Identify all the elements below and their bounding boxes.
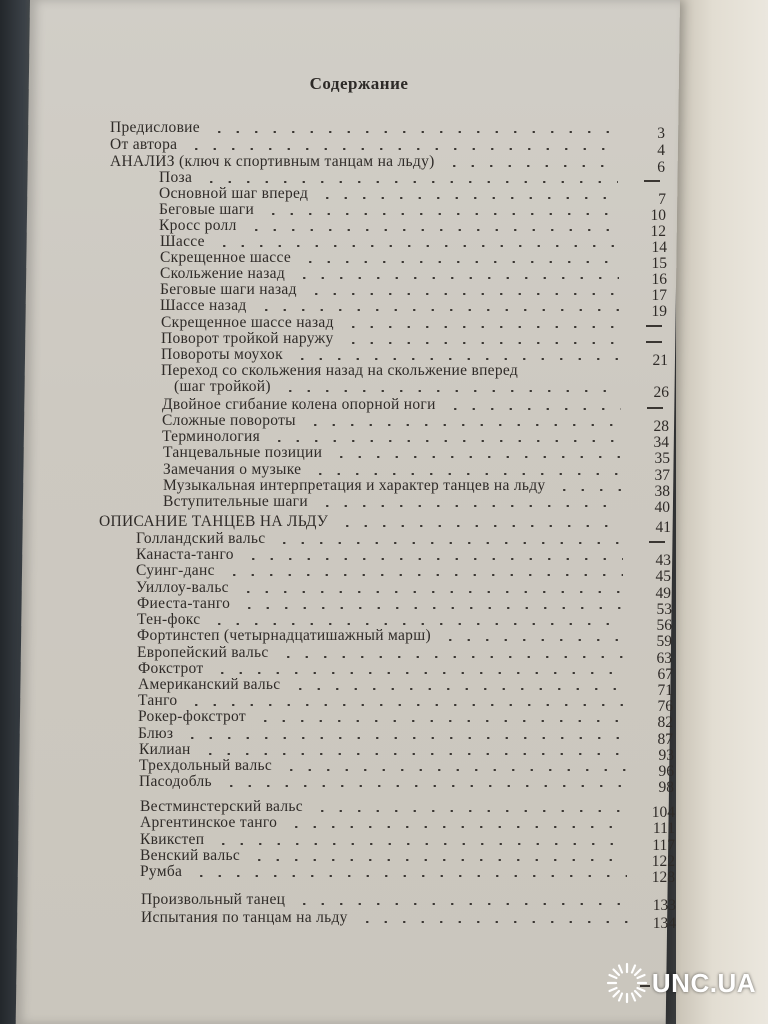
toc-dot-leader (275, 542, 623, 544)
toc-page-number: 71 (657, 682, 673, 699)
toc-entry-title: Двойное сгибание колена опорной ноги (162, 396, 436, 413)
toc-dot-leader (240, 607, 624, 609)
toc-entry-title: Предисловие (110, 119, 200, 136)
background-right-page (676, 0, 768, 1024)
toc-dot-leader (215, 245, 619, 247)
toc-dot-leader (313, 810, 627, 812)
toc-dot-leader (287, 826, 627, 828)
toc-page-number: 98 (658, 779, 674, 796)
toc-dot-leader (306, 424, 621, 426)
toc-entry-title: Тен-фокс (137, 611, 201, 628)
toc-page-number: 35 (654, 450, 670, 467)
toc-page-number: 21 (652, 352, 668, 369)
toc-dot-leader (210, 623, 624, 625)
toc-dot-leader (555, 489, 622, 491)
toc-entry-title: Вступительные шаги (163, 493, 308, 510)
toc-page-number: 16 (651, 271, 667, 288)
toc-entry-title: Румба (140, 863, 183, 880)
toc-page-ditto-mark (646, 341, 662, 343)
toc-dot-leader (244, 558, 623, 560)
toc-page-number: 19 (651, 303, 667, 320)
toc-page-number: 76 (657, 698, 673, 715)
toc-page-number: 3 (657, 125, 665, 142)
toc-dot-leader (446, 408, 621, 410)
toc-dot-leader (338, 525, 623, 527)
toc-entry-title: Основной шаг вперед (159, 185, 309, 202)
toc-dot-leader (183, 737, 625, 739)
toc-page-number: 87 (657, 731, 673, 748)
toc-dot-leader (257, 309, 619, 311)
toc-page-number: 14 (651, 239, 667, 256)
toc-dot-leader (295, 277, 619, 279)
toc-entry-title: Фортинстеп (четырнадцатишажный марш) (137, 627, 431, 644)
toc-page-number: 96 (658, 763, 674, 780)
toc-page-number: 59 (656, 633, 672, 650)
toc-page-number: 7 (658, 191, 666, 208)
toc-page-number: 15 (651, 255, 667, 272)
toc-entry-title: Произвольный танец (141, 891, 286, 908)
toc-entry-title: Шассе (160, 233, 205, 250)
toc-dot-leader (202, 181, 618, 183)
toc-dot-leader (210, 131, 617, 133)
toc-page-number: 12 (650, 223, 666, 240)
toc-page-number: 40 (654, 499, 670, 516)
toc-dot-leader (311, 473, 622, 475)
toc-entry-title: Канаста-танго (136, 546, 234, 563)
toc-page-number: 37 (654, 467, 670, 484)
toc-page-number: 63 (656, 650, 672, 667)
toc-entry-title: Суинг-данс (136, 562, 215, 579)
toc-dot-leader (441, 639, 624, 641)
toc-entry-title: Аргентинское танго (140, 814, 278, 831)
toc-page-number: 111 (652, 820, 675, 837)
toc-entry-title: АНАЛИЗ (ключ к спортивным танцам на льду) (110, 153, 435, 170)
toc-entry-title: Замечания о музыке (163, 461, 302, 478)
toc-entry-title: Скольжение назад (160, 265, 286, 282)
toc-dot-leader (239, 591, 623, 593)
toc-entry-title: Поза (159, 169, 193, 186)
toc-entry-title: Вестминстерский вальс (140, 798, 303, 815)
toc-page-number: 67 (657, 666, 673, 683)
toc-dot-leader (213, 672, 625, 674)
watermark-text: UNC.UA (651, 967, 756, 998)
toc-page-number: 4 (657, 142, 665, 159)
toc-page-number: 6 (657, 159, 665, 176)
toc-entry-title: Беговые шаги назад (160, 281, 297, 298)
toc-dot-leader (247, 229, 618, 231)
toc-page-number: 34 (653, 434, 669, 451)
toc-dot-leader (270, 440, 621, 442)
toc-dot-leader (295, 903, 628, 905)
toc-dot-leader (264, 213, 618, 215)
toc-entry-title: Скрещенное шассе назад (161, 314, 334, 331)
toc-page-number: 28 (653, 418, 669, 435)
toc-entry-title: Голландский вальс (136, 530, 266, 547)
toc-page-number: 49 (655, 585, 671, 602)
toc-page-number: 26 (653, 384, 669, 401)
toc-entry-title: Квикстеп (140, 831, 205, 848)
toc-page-number: 134 (652, 915, 676, 932)
toc-page-number: 45 (655, 568, 671, 585)
toc-entry-title: От автора (110, 136, 178, 153)
toc-dot-leader (222, 785, 626, 787)
toc-dot-leader (256, 720, 625, 722)
toc-dot-leader (187, 148, 617, 150)
toc-entry-title: (шаг тройкой) (174, 378, 271, 395)
toc-dot-leader (293, 358, 620, 360)
toc-dot-leader (332, 456, 622, 458)
toc-page-number: 43 (655, 552, 671, 569)
toc-page-number: 10 (650, 207, 666, 224)
toc-entry-title: Музыкальная интерпретация и характер танцев на льду (163, 477, 546, 494)
toc-dot-leader (358, 921, 628, 923)
toc-page-number: 38 (654, 483, 670, 500)
toc-entry-title: Уиллоу-вальс (136, 579, 229, 596)
toc-dot-leader (214, 843, 627, 845)
toc-page-number: 41 (655, 519, 671, 536)
toc-dot-leader (307, 293, 619, 295)
toc-dot-leader (192, 875, 627, 877)
toc-page-number: 104 (651, 804, 675, 821)
toc-entry-title: Блюз (138, 725, 174, 742)
toc-entry-title: Беговые шаги (159, 201, 255, 218)
toc-entry-title: Сложные повороты (162, 412, 296, 429)
toc-dot-leader (318, 505, 622, 507)
toc-page-ditto-mark (646, 325, 662, 327)
toc-entry-title: Скрещенное шассе (160, 249, 292, 266)
toc-entry-title: Европейский вальс (137, 644, 269, 661)
toc-entry-title: Американский вальс (138, 676, 281, 693)
toc-page-number: 133 (652, 897, 676, 914)
toc-entry-title: Трехдольный вальс (139, 757, 273, 774)
toc-entry-title: Фиеста-танго (137, 595, 231, 612)
toc-entry-title: ОПИСАНИЕ ТАНЦЕВ НА ЛЬДУ (99, 513, 329, 530)
toc-entry-title: Венский вальс (140, 847, 241, 864)
toc-entry-title: Килиан (139, 741, 191, 758)
toc-entry-title: Фокстрот (138, 660, 204, 677)
toc-entry-title: Поворот тройкой наружу (161, 330, 334, 347)
toc-entry-title: Кросс ролл (159, 217, 237, 234)
toc-page-ditto-mark (644, 180, 660, 182)
page-title: Содержание (309, 74, 409, 93)
toc-dot-leader (201, 753, 626, 755)
toc-entry-title: Шассе назад (160, 297, 247, 314)
toc-dot-leader (282, 769, 626, 771)
sunburst-logo-icon (606, 962, 648, 1004)
toc-dot-leader (225, 574, 623, 576)
toc-dot-leader (344, 326, 620, 328)
toc-dot-leader (279, 656, 624, 658)
toc-page-number: 17 (651, 287, 667, 304)
toc-entry-title: Повороты моухок (161, 346, 283, 363)
toc-page-number: 128 (651, 869, 675, 886)
toc-page-number: 82 (657, 714, 673, 731)
toc-page-number: 93 (658, 747, 674, 764)
toc-dot-leader (301, 261, 619, 263)
toc-entry-title: Испытания по танцам на льду (141, 909, 348, 926)
toc-dot-leader (281, 390, 621, 392)
toc-entry-title: Танго (138, 692, 178, 709)
toc-page-number: 53 (656, 601, 672, 618)
toc-page-number: 122 (651, 853, 675, 870)
toc-entry-title: Пасодобль (139, 773, 212, 790)
toc-dot-leader (445, 165, 617, 167)
toc-dot-leader (344, 342, 620, 344)
toc-entry-title: Переход со скольжения назад на скольжение вперед (161, 362, 519, 379)
toc-page-number: 117 (652, 837, 675, 854)
toc-page-number: 56 (656, 617, 672, 634)
toc-page-ditto-mark (647, 407, 663, 409)
watermark (606, 962, 756, 1004)
toc-dot-leader (187, 704, 625, 706)
toc-entry-title: Терминология (162, 428, 261, 445)
toc-page-ditto-mark (649, 541, 665, 543)
toc-dot-leader (250, 859, 627, 861)
toc-dot-leader (318, 197, 618, 199)
toc-dot-leader (291, 688, 626, 690)
toc-entry-title: Танцевальные позиции (163, 444, 323, 461)
toc-entry-title: Рокер-фокстрот (138, 708, 246, 725)
